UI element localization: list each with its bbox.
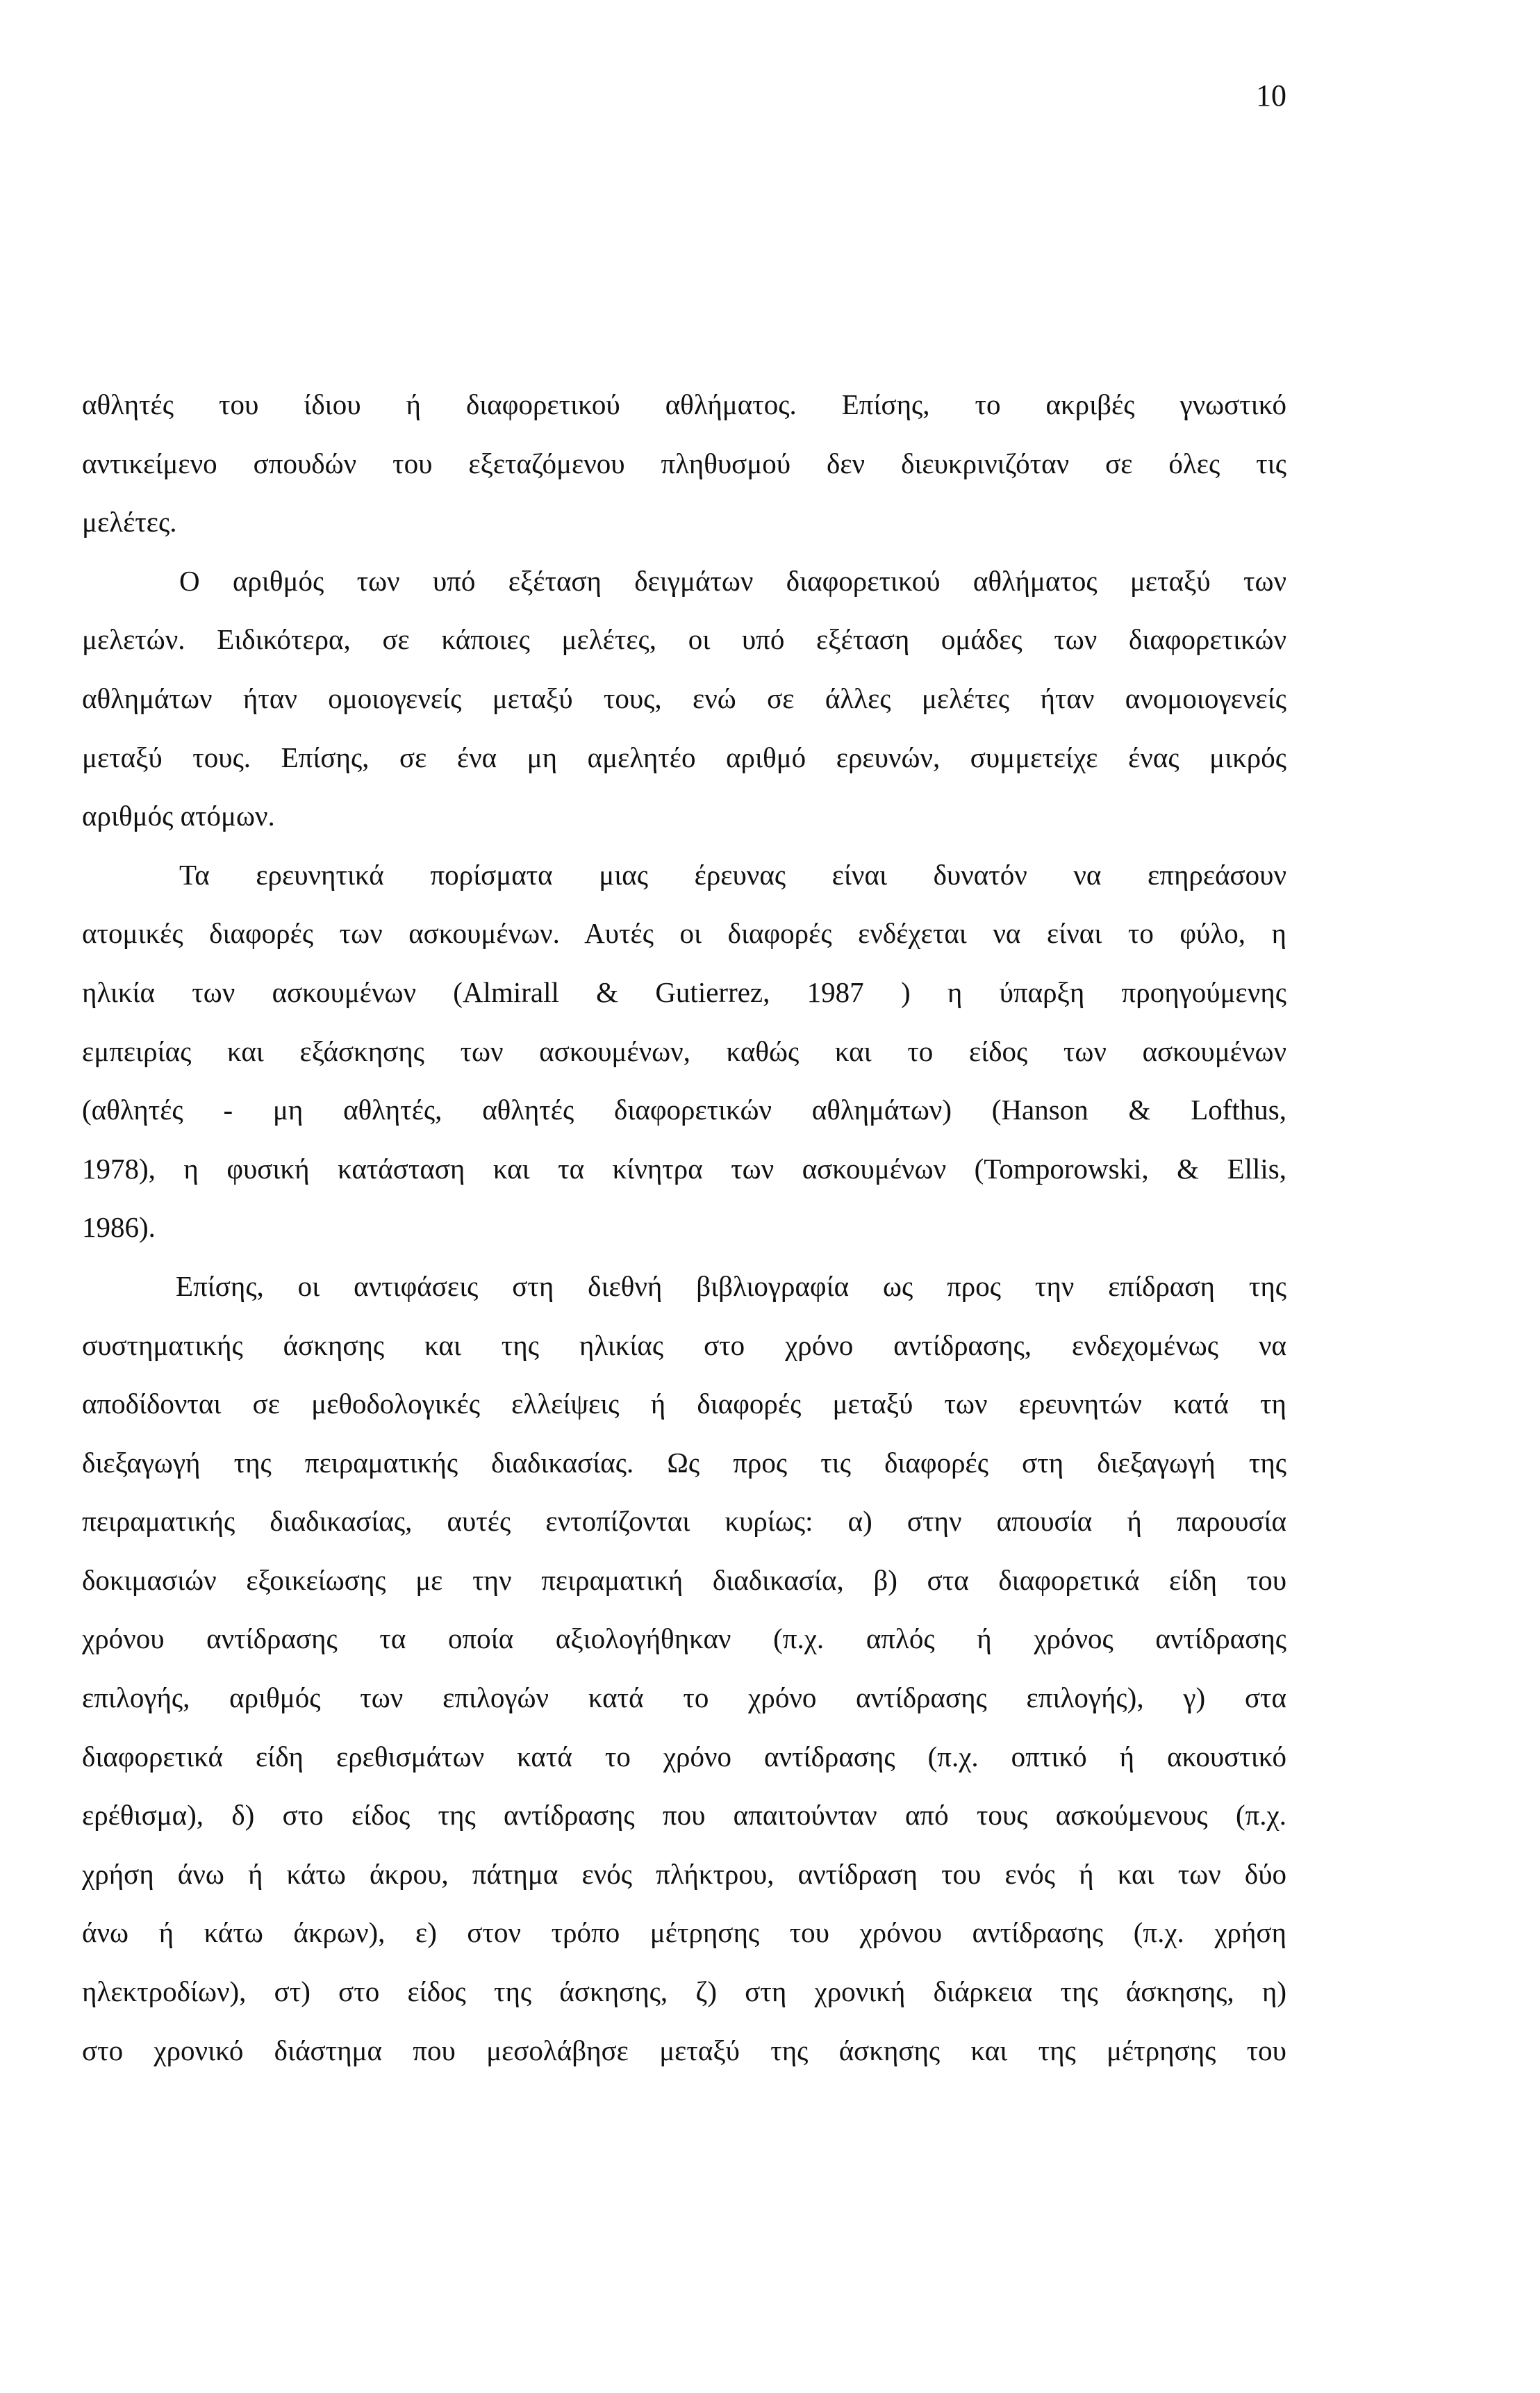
text-line: αριθμός ατόμων. xyxy=(82,800,275,832)
text-line: αντικείμενο σπουδών του εξεταζόμενου πληθυσμού δεν διευκρινιζόταν σε όλες τις xyxy=(82,447,1286,479)
text-line: ατομικές διαφορές των ασκουμένων. Αυτές οι διαφορές ενδέχεται να είναι το φύλο, η xyxy=(82,917,1286,950)
text-line: στο χρονικό διάστημα που μεσολάβησε μεταξύ της άσκησης και της μέτρησης του xyxy=(82,2034,1286,2066)
text-line: άνω ή κάτω άκρων), ε) στον τρόπο μέτρησης του χρόνου αντίδρασης (π.χ. χρήση xyxy=(82,1916,1286,1949)
text-line: 1986). xyxy=(82,1211,156,1244)
text-line: αποδίδονται σε μεθοδολογικές ελλείψεις ή διαφορές μεταξύ των ερευνητών κατά τη xyxy=(82,1388,1286,1420)
text-line: μελετών. Ειδικότερα, σε κάποιες μελέτες, οι υπό εξέταση ομάδες των διαφορετικών xyxy=(82,623,1286,656)
text-line: πειραματικής διαδικασίας, αυτές εντοπίζονται κυρίως: α) στην απουσία ή παρουσία xyxy=(82,1505,1286,1538)
text-line: μεταξύ τους. Επίσης, σε ένα μη αμελητέο αριθμό ερευνών, συμμετείχε ένας μικρός xyxy=(82,741,1286,773)
text-line: επιλογής, αριθμός των επιλογών κατά το χρόνο αντίδρασης επιλογής), γ) στα xyxy=(82,1681,1286,1714)
text-line: Τα ερευνητικά πορίσματα μιας έρευνας είναι δυνατόν να επηρεάσουν xyxy=(179,858,1286,891)
text-line: 1978), η φυσική κατάσταση και τα κίνητρα των ασκουμένων (Tomporowski, & Ellis, xyxy=(82,1152,1286,1185)
text-line: αθλητές του ίδιου ή διαφορετικού αθλήματος. Επίσης, το ακριβές γνωστικό xyxy=(82,388,1286,420)
text-line: (αθλητές - μη αθλητές, αθλητές διαφορετικών αθλημάτων) (Hanson & Lofthus, xyxy=(82,1094,1286,1126)
text-line: χρόνου αντίδρασης τα οποία αξιολογήθηκαν (π.χ. απλός ή χρόνος αντίδρασης xyxy=(82,1622,1286,1655)
text-line: ηλεκτροδίων), στ) στο είδος της άσκησης, ζ) στη χρονική διάρκεια της άσκησης, η) xyxy=(82,1975,1286,2008)
text-line: συστηματικής άσκησης και της ηλικίας στο χρόνο αντίδρασης, ενδεχομένως να xyxy=(82,1329,1286,1361)
text-line: ερέθισμα), δ) στο είδος της αντίδρασης που απαιτούνταν από τους ασκούμενους (π.χ. xyxy=(82,1799,1286,1832)
body-text xyxy=(82,375,1286,2080)
page-number: 10 xyxy=(1256,79,1286,113)
text-line: μελέτες. xyxy=(82,506,177,538)
text-line: διεξαγωγή της πειραματικής διαδικασίας. Ως προς τις διαφορές στη διεξαγωγή της xyxy=(82,1446,1286,1479)
text-line: διαφορετικά είδη ερεθισμάτων κατά το χρόνο αντίδρασης (π.χ. οπτικό ή ακουστικό xyxy=(82,1740,1286,1773)
text-line: εμπειρίας και εξάσκησης των ασκουμένων, καθώς και το είδος των ασκουμένων xyxy=(82,1035,1286,1067)
text-line: δοκιμασιών εξοικείωσης με την πειραματική διαδικασία, β) στα διαφορετικά είδη του xyxy=(82,1563,1286,1596)
text-line: ηλικία των ασκουμένων (Almirall & Gutierrez, 1987 ) η ύπαρξη προηγούμενης xyxy=(82,976,1286,1008)
text-line: αθλημάτων ήταν ομοιογενείς μεταξύ τους, ενώ σε άλλες μελέτες ήταν ανομοιογενείς xyxy=(82,682,1286,714)
text-line: χρήση άνω ή κάτω άκρου, πάτημα ενός πλήκτρου, αντίδραση του ενός ή και των δύο xyxy=(82,1857,1286,1890)
text-line: Ο αριθμός των υπό εξέταση δειγμάτων διαφορετικού αθλήματος μεταξύ των xyxy=(179,564,1286,597)
text-line: Επίσης, οι αντιφάσεις στη διεθνή βιβλιογραφία ως προς την επίδραση της xyxy=(176,1269,1286,1302)
